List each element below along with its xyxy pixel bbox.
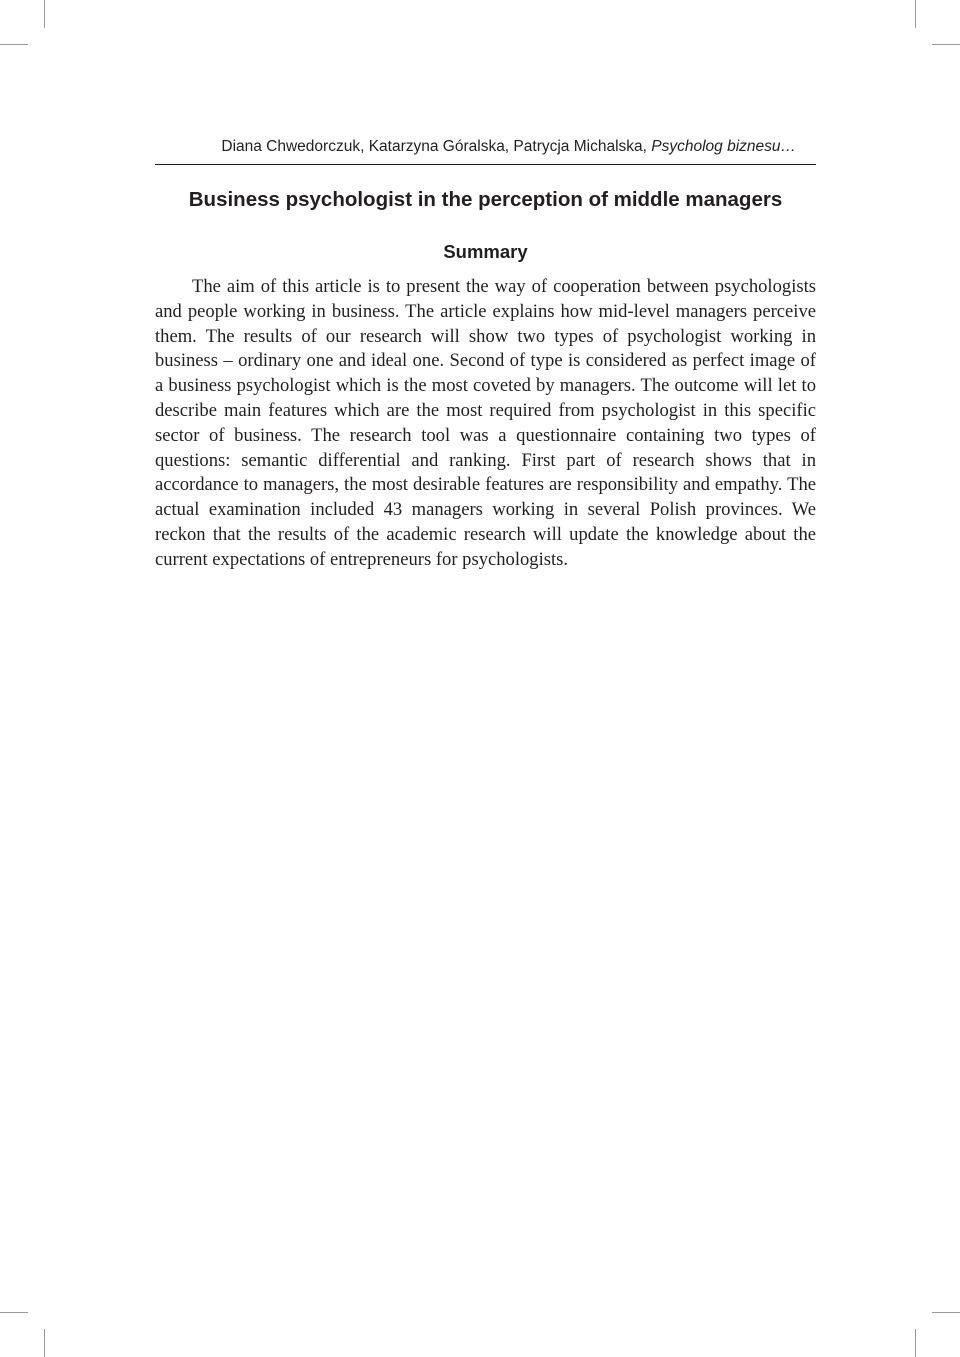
summary-paragraph: The aim of this article is to present the way of cooperation between psychologists and people working in business. The article explains how mid-level managers perceive them. The results of our research will show two types of psychologist working in business – ordinary one and ideal one. Second of type is considered as perfect image of a business psychologist which is the most coveted by managers. The outcome will let to describe main features which are the most required from psychologist in this specific sector of business. The research tool was a questionnaire containing two types of questions: semantic differential and ranking. First part of research shows that in accordance to managers, the most desirable features are responsibility and empathy. The actual examination included 43 managers working in several Polish provinces. We reckon that the results of the academic research will update the knowledge about the current expectations of entrepreneurs for psychologists. [155, 276, 816, 570]
crop-mark-bottom-left-vertical [44, 1329, 45, 1357]
running-head [155, 137, 816, 165]
crop-mark-bottom-right-horizontal [932, 1312, 960, 1313]
crop-mark-top-left-vertical [44, 0, 45, 28]
crop-mark-bottom-left-horizontal [0, 1312, 28, 1313]
running-head-authors: Diana Chwedorczuk, Katarzyna Góralska, Patrycja Michalska, [221, 138, 652, 155]
summary-heading: Summary [443, 241, 528, 262]
crop-mark-top-right-horizontal [932, 44, 960, 45]
article-title: Business psychologist in the perception of middle managers [188, 188, 783, 211]
crop-mark-bottom-right-vertical [915, 1329, 916, 1357]
running-head-work-title: Psycholog biznesu… [651, 138, 796, 155]
crop-mark-top-left-horizontal [0, 44, 28, 45]
crop-mark-top-right-vertical [915, 0, 916, 28]
